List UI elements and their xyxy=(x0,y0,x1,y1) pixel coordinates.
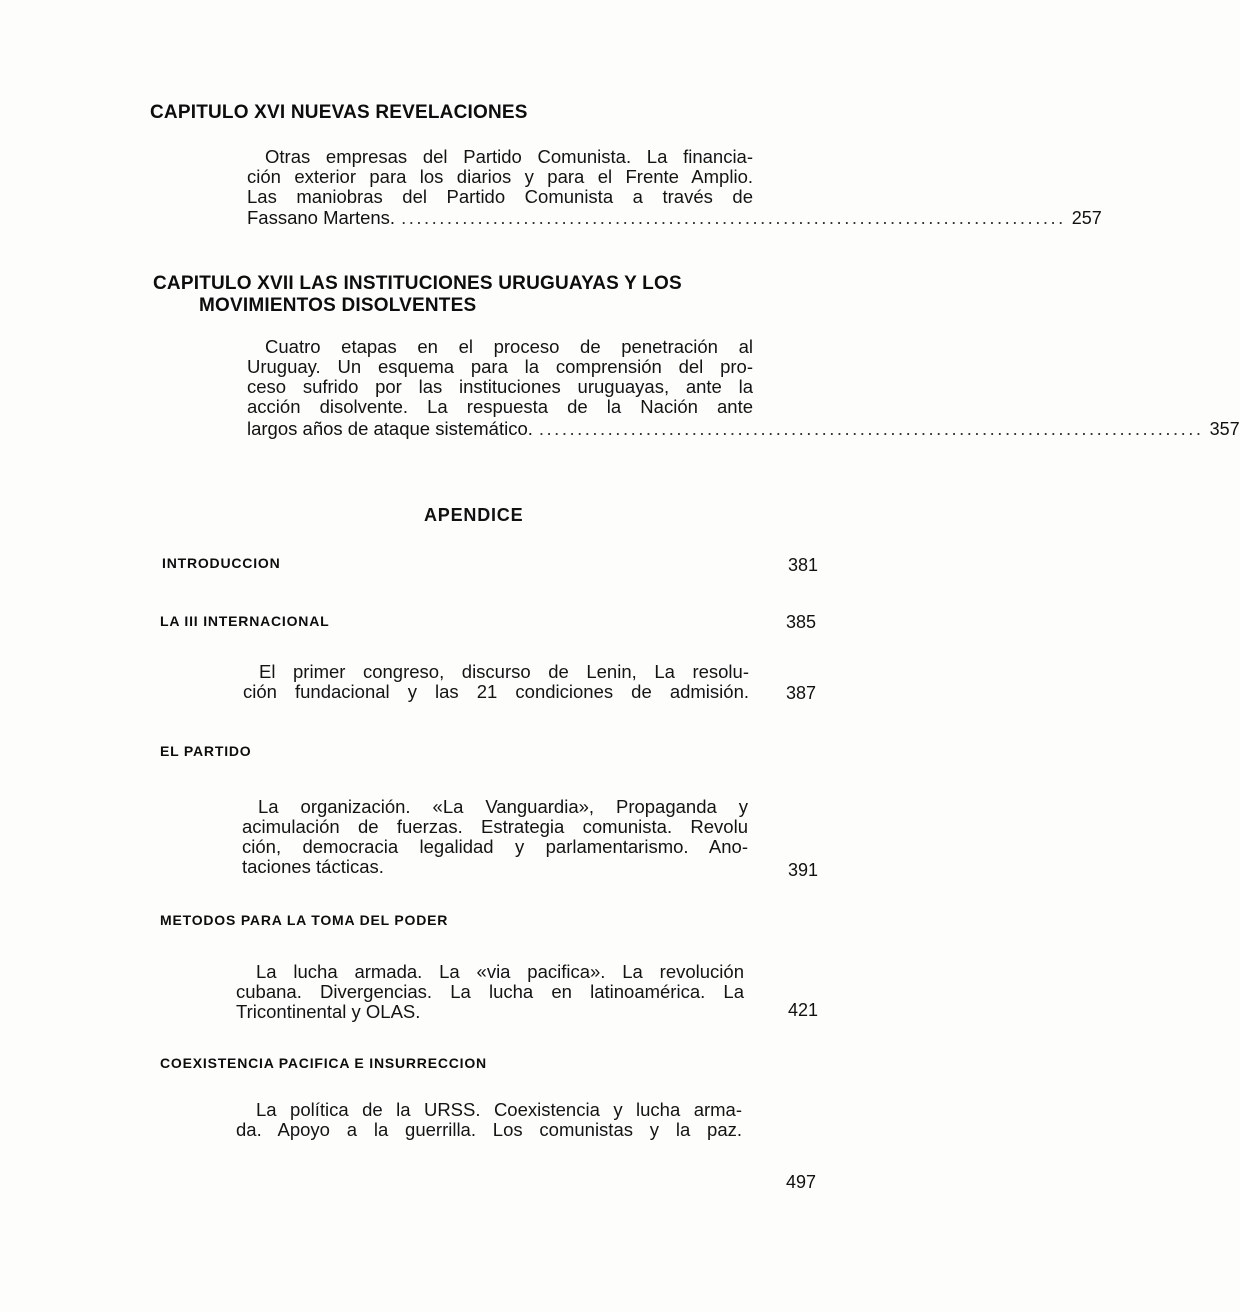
partido-heading[interactable]: EL PARTIDO xyxy=(160,743,252,759)
introduccion-page: 381 xyxy=(788,555,819,575)
coexistencia-summary xyxy=(236,1100,742,1140)
partido-summary xyxy=(242,797,748,877)
chapter-17-last-line: largos años de ataque sistemático. xyxy=(247,418,533,439)
internacional-summary xyxy=(243,662,749,702)
chapter-16-line-1: Otras empresas del Partido Comunista. La financia- xyxy=(265,146,753,167)
coexistencia-heading[interactable]: COEXISTENCIA PACIFICA E INSURRECCION xyxy=(160,1055,487,1071)
chapter-17-line-3: ceso sufrido por las instituciones uruguayas, ante la xyxy=(247,376,753,397)
chapter-16-heading: CAPITULO XVI NUEVAS REVELACIONES xyxy=(150,102,528,123)
chapter-17-page: 357 xyxy=(1209,419,1240,439)
internacional-line-2: ción fundacional y las 21 condiciones de admisión. xyxy=(243,681,749,702)
chapter-17-heading-line-1: CAPITULO XVII LAS INSTITUCIONES URUGUAYAS Y LOS xyxy=(153,273,682,294)
partido-line-2: acimulación de fuerzas. Estrategia comunista. Revolu xyxy=(242,816,748,837)
internacional-sub-page: 387 xyxy=(786,683,817,703)
chapter-17-line-1: Cuatro etapas en el proceso de penetración al xyxy=(265,336,753,357)
chapter-17-toc-entry[interactable] xyxy=(247,418,1240,440)
chapter-17-heading xyxy=(153,273,682,317)
partido-page: 391 xyxy=(788,860,819,880)
chapter-16-line-3: Las maniobras del Partido Comunista a través de xyxy=(247,186,753,207)
leader-dots: ....................................................................................... xyxy=(538,418,1204,439)
coexistencia-line-2: da. Apoyo a la guerrilla. Los comunistas y la paz. xyxy=(236,1119,742,1140)
coexistencia-line-1: La política de la URSS. Coexistencia y lucha arma- xyxy=(256,1099,742,1120)
chapter-16-page: 257 xyxy=(1071,208,1102,228)
chapter-17-summary xyxy=(247,337,753,417)
chapter-17-line-2: Uruguay. Un esquema para la comprensión del pro- xyxy=(247,356,753,377)
metodos-page: 421 xyxy=(788,1000,819,1020)
partido-line-4: taciones tácticas. xyxy=(242,856,384,877)
chapter-16-line-2: ción exterior para los diarios y para el Frente Amplio. xyxy=(247,166,753,187)
metodos-line-2: cubana. Divergencias. La lucha en latinoamérica. La xyxy=(236,981,744,1002)
metodos-heading[interactable]: METODOS PARA LA TOMA DEL PODER xyxy=(160,912,449,928)
chapter-17-heading-line-2: MOVIMIENTOS DISOLVENTES xyxy=(199,295,477,316)
chapter-16-last-line: Fassano Martens. xyxy=(247,207,396,228)
introduccion-heading[interactable]: INTRODUCCION xyxy=(162,555,281,571)
internacional-heading[interactable]: LA III INTERNACIONAL xyxy=(160,613,330,629)
chapter-16-summary xyxy=(247,147,753,207)
chapter-16-toc-entry[interactable] xyxy=(247,207,1102,229)
partido-line-1: La organización. «La Vanguardia», Propaganda y xyxy=(258,796,748,817)
metodos-line-1: La lucha armada. La «via pacifica». La revolución xyxy=(256,961,744,982)
page-folio: 497 xyxy=(786,1172,817,1192)
metodos-summary xyxy=(236,962,744,1022)
internacional-page: 385 xyxy=(786,612,817,632)
metodos-line-3: Tricontinental y OLAS. xyxy=(236,1001,421,1022)
chapter-17-line-4: acción disolvente. La respuesta de la Nación ante xyxy=(247,396,753,417)
leader-dots: ....................................................................................... xyxy=(401,207,1066,228)
internacional-line-1: El primer congreso, discurso de Lenin, La resolu- xyxy=(259,661,749,682)
partido-line-3: ción, democracia legalidad y parlamentarismo. Ano- xyxy=(242,836,748,857)
appendix-title: APENDICE xyxy=(424,505,524,525)
